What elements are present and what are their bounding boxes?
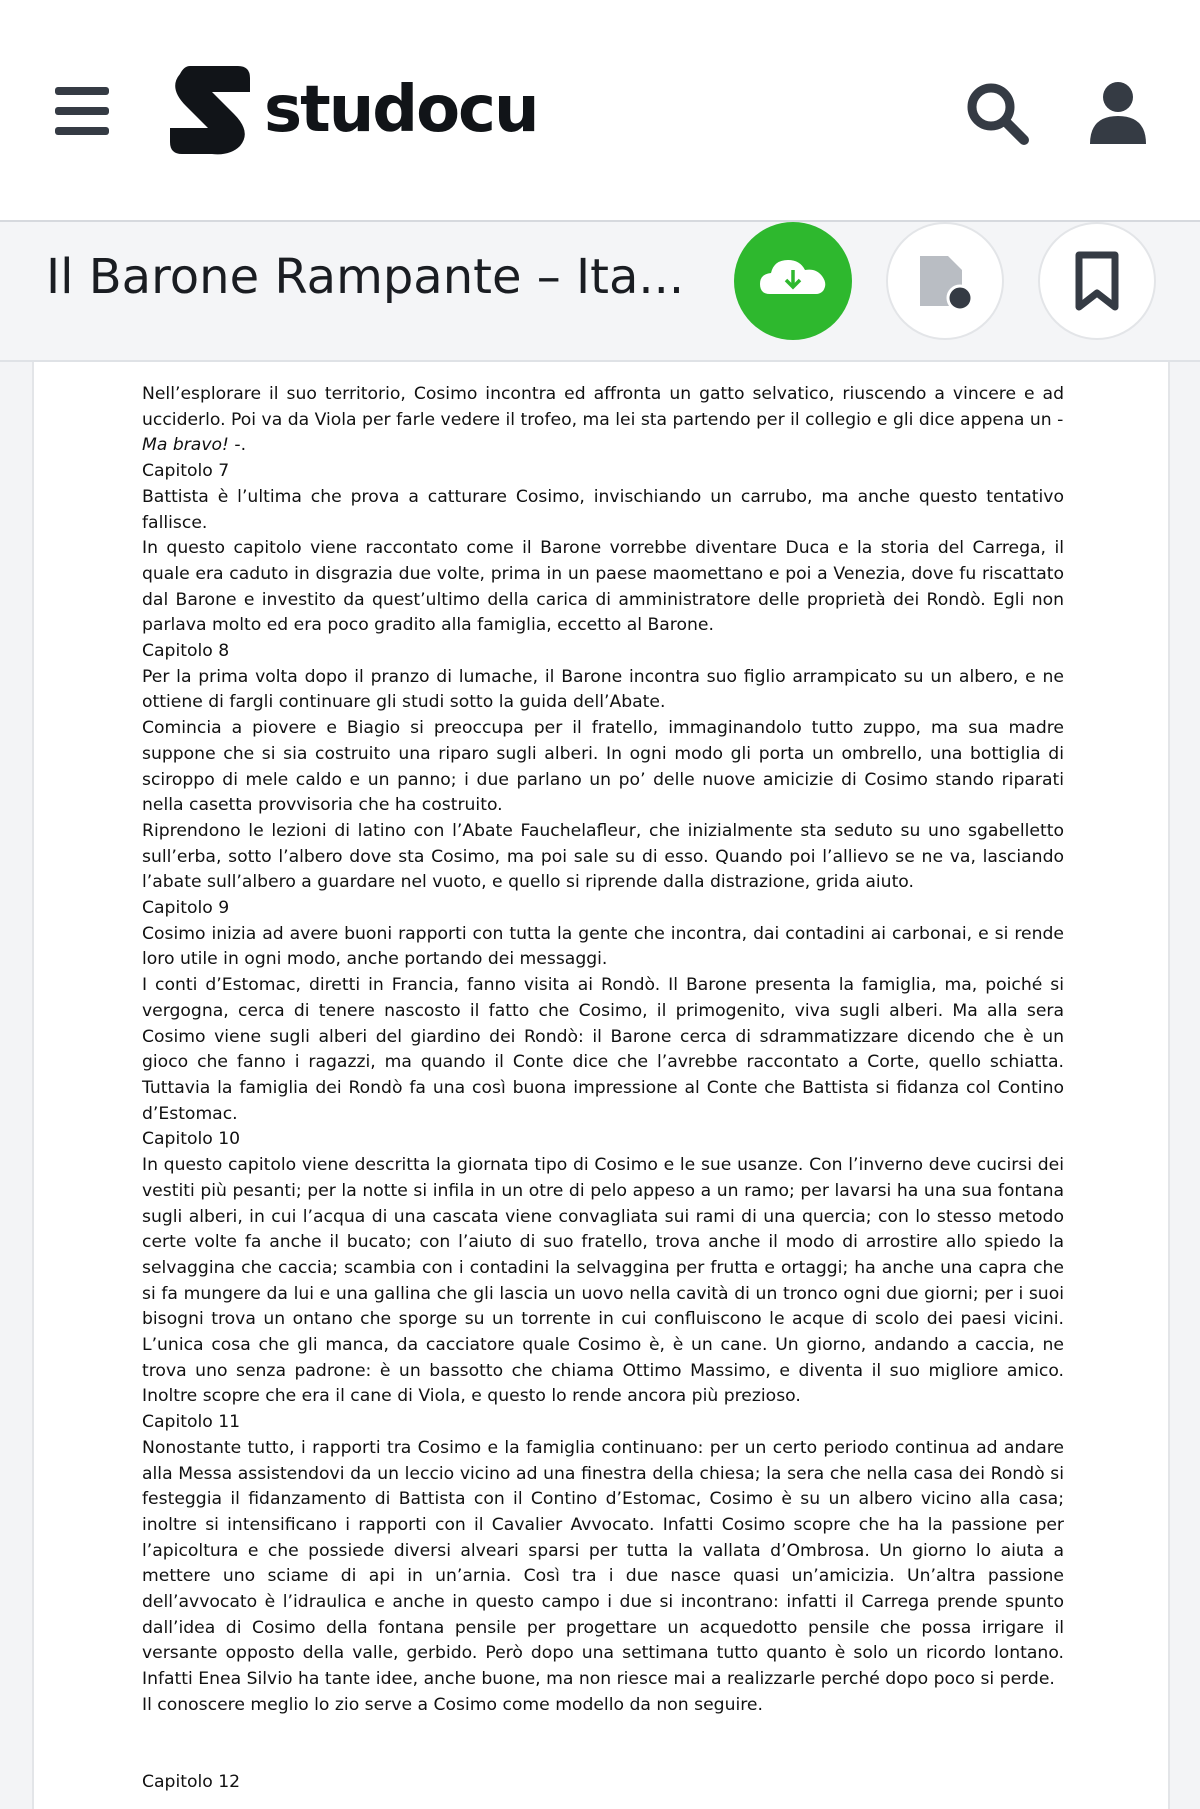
chapter-heading: Capitolo 10 bbox=[142, 1129, 241, 1150]
download-button[interactable] bbox=[734, 222, 852, 340]
brand-name: studocu bbox=[264, 73, 538, 147]
menu-icon[interactable] bbox=[55, 87, 109, 135]
paragraph: In questo capitolo viene descritta la giornata tipo di Cosimo e le sue usanze. Con l’inverno deve cucirsi dei vestiti più pesanti; per la notte si infila in un otre di pelo appeso a un ramo; per lavarsi ha una sua fontana sugli alberi, in cui l’acqua di una cascata viene convagliata sui rami di una quercia; con lo stesso metodo certe volte fa anche il bucato; con l’aiuto di suo fratello, trova anche il modo di arrostire allo spiedo la selvaggina che caccia; scambia con i contadini la selvaggina per frutta e ortaggi; ha anche una capra che si fa mungere da lui e una gallina che gli lascia un uovo nella cavità di un tronco ogni due giorni; per i suoi bisogni trova un ontano che sporge su un torrente in cui confluiscono le acque di scolo dei paesi vicini. L’unica cosa che gli manca, da cacciatore quale Cosimo è, è un cane. Un giorno, andando a caccia, ne trova uno senza padrone: è un bassotto che chiama Ottimo Massimo, e diventa il suo migliore amico. Inoltre scopre che era il cane di Viola, e questo lo rende ancora più prezioso. bbox=[142, 1155, 1064, 1407]
document-icon bbox=[888, 224, 1002, 338]
chapter-heading: Capitolo 11 bbox=[142, 1412, 241, 1433]
chapter-heading: Capitolo 12 bbox=[142, 1771, 241, 1792]
user-icon[interactable] bbox=[1088, 80, 1148, 146]
paragraph: Nonostante tutto, i rapporti tra Cosimo e la famiglia continuano: per un certo periodo continua ad andare alla Messa assistendovi da un leccio vicino ad una finestra della chiesa; la sera che nella casa dei Rondò si festeggia il fidanzamento di Battista con il Contino d’Estomac, Cosimo è su un albero vicino alla casa; inoltre si intensificano i rapporti con il Cavalier Avvocato. Infatti Cosimo scopre che ha la passione per l’apicoltura e che possiede diversi alveari sparsi per tutta la vallata d’Ombrosa. Un giorno lo aiuta a mettere uno sciame di api in un’arnia. Così tra i due nasce quasi un’amicizia. Un’altra passione dell’avvocato è l’idraulica e anche in questo campo i due si incontrano: infatti il Carrega prende spunto dall’idea di Cosimo della fontana pensile per progettare un acquedotto pensile che possa irrigare il versante opposto della valle, gerbido. Però dopo una settimana tutto quanto è solo un ricordo lontano. Infatti Enea Silvio ha tante idee, anche buone, ma non riesce mai a realizzarle perché dopo poco si perde. bbox=[142, 1437, 1064, 1690]
paragraph-text: Nell’esplorare il suo territorio, Cosimo incontra ed affronta un gatto selvatico, riuscendo a vincere e ad ucciderlo. Poi va da Viola per farle vedere il trofeo, ma lei sta partendo per il collegio e gli dice appena un - bbox=[142, 384, 1064, 430]
document-page bbox=[32, 362, 1170, 1809]
bookmark-icon bbox=[1040, 224, 1154, 338]
studocu-logo[interactable] bbox=[160, 62, 538, 158]
chapter-heading: Capitolo 8 bbox=[142, 641, 230, 662]
paragraph: Per la prima volta dopo il pranzo di lumache, il Barone incontra suo figlio arrampicato su un albero, e ne ottiene di fargli continuare gli studi sotto la guida dell’Abate. bbox=[142, 666, 1064, 713]
paragraph bbox=[142, 382, 1064, 459]
chapter-heading: Capitolo 9 bbox=[142, 898, 230, 919]
studocu-logo-mark bbox=[160, 62, 260, 158]
paragraph: In questo capitolo viene raccontato come il Barone vorrebbe diventare Duca e la storia del Carrega, il quale era caduto in disgrazia due volte, prima in un paese maomettano e poi a Venezia, dove fu riscattato dal Barone e investito da quest’ultimo della carica di amministratore delle proprietà dei Rondò. Egli non parlava molto ed era poco gradito alla famiglia, eccetto al Barone. bbox=[142, 538, 1064, 636]
paragraph: Comincia a piovere e Biagio si preoccupa per il fratello, immaginandolo tutto zuppo, ma sua madre suppone che si sia costruito una riparo sugli alberi. In ogni modo gli porta un ombrello, una bottiglia di sciroppo di mele caldo e un panno; i due parlano un po’ delle nuove amicizie di Cosimo stando riparati nella casetta provvisoria che ha costruito. bbox=[142, 718, 1064, 816]
paragraph: Il conoscere meglio lo zio serve a Cosimo come modello da non seguire. bbox=[142, 1694, 763, 1715]
paragraph: Battista è l’ultima che prova a catturare Cosimo, invischiando un carrubo, ma anche questo tentativo fallisce. bbox=[142, 486, 1064, 533]
bookmark-button[interactable] bbox=[1038, 222, 1156, 340]
search-icon[interactable] bbox=[964, 80, 1030, 146]
document-content bbox=[142, 382, 1064, 1795]
paragraph: Cosimo inizia ad avere buoni rapporti con tutta la gente che incontra, dai contadini ai carbonai, e si rende loro utile in ogni modo, anche portando dei messaggi. bbox=[142, 923, 1064, 970]
chapter-heading: Capitolo 7 bbox=[142, 461, 230, 482]
paragraph: Riprendono le lezioni di latino con l’Abate Fauchelafleur, che inizialmente sta seduto su uno sgabelletto sull’erba, sotto l’albero dove sta Cosimo, ma poi sale su di esso. Quando poi l’allievo se ne va, lasciando l’abate sull’albero a guardare nel vuoto, e quello si riprende dalla distrazione, grida aiuto. bbox=[142, 820, 1064, 893]
paragraph: I conti d’Estomac, diretti in Francia, fanno visita ai Rondò. Il Barone presenta la famiglia, ma, poiché si vergogna, cerca di tenere nascosto il fatto che Cosimo, il primogenito, viva sugli alberi. Ma alla sera Cosimo viene sugli alberi del giardino dei Rondò: il Barone cerca di sdrammatizzare dicendo che è un gioco che fanno i ragazzi, ma quando il Conte dice che l’avrebbe raccontato a Corte, quello schiatta. Tuttavia la famiglia dei Rondò fa una così buona impressione al Conte che Battista si fidanza col Contino d’Estomac. bbox=[142, 975, 1064, 1124]
document-button[interactable] bbox=[886, 222, 1004, 340]
download-icon bbox=[734, 222, 852, 340]
spacer bbox=[142, 1719, 1064, 1770]
top-navigation-bar bbox=[0, 0, 1200, 222]
quote-text: Ma bravo! bbox=[142, 435, 229, 456]
quote-tail: -. bbox=[228, 435, 247, 456]
document-title: Il Barone Rampante – Ita... bbox=[46, 249, 685, 305]
